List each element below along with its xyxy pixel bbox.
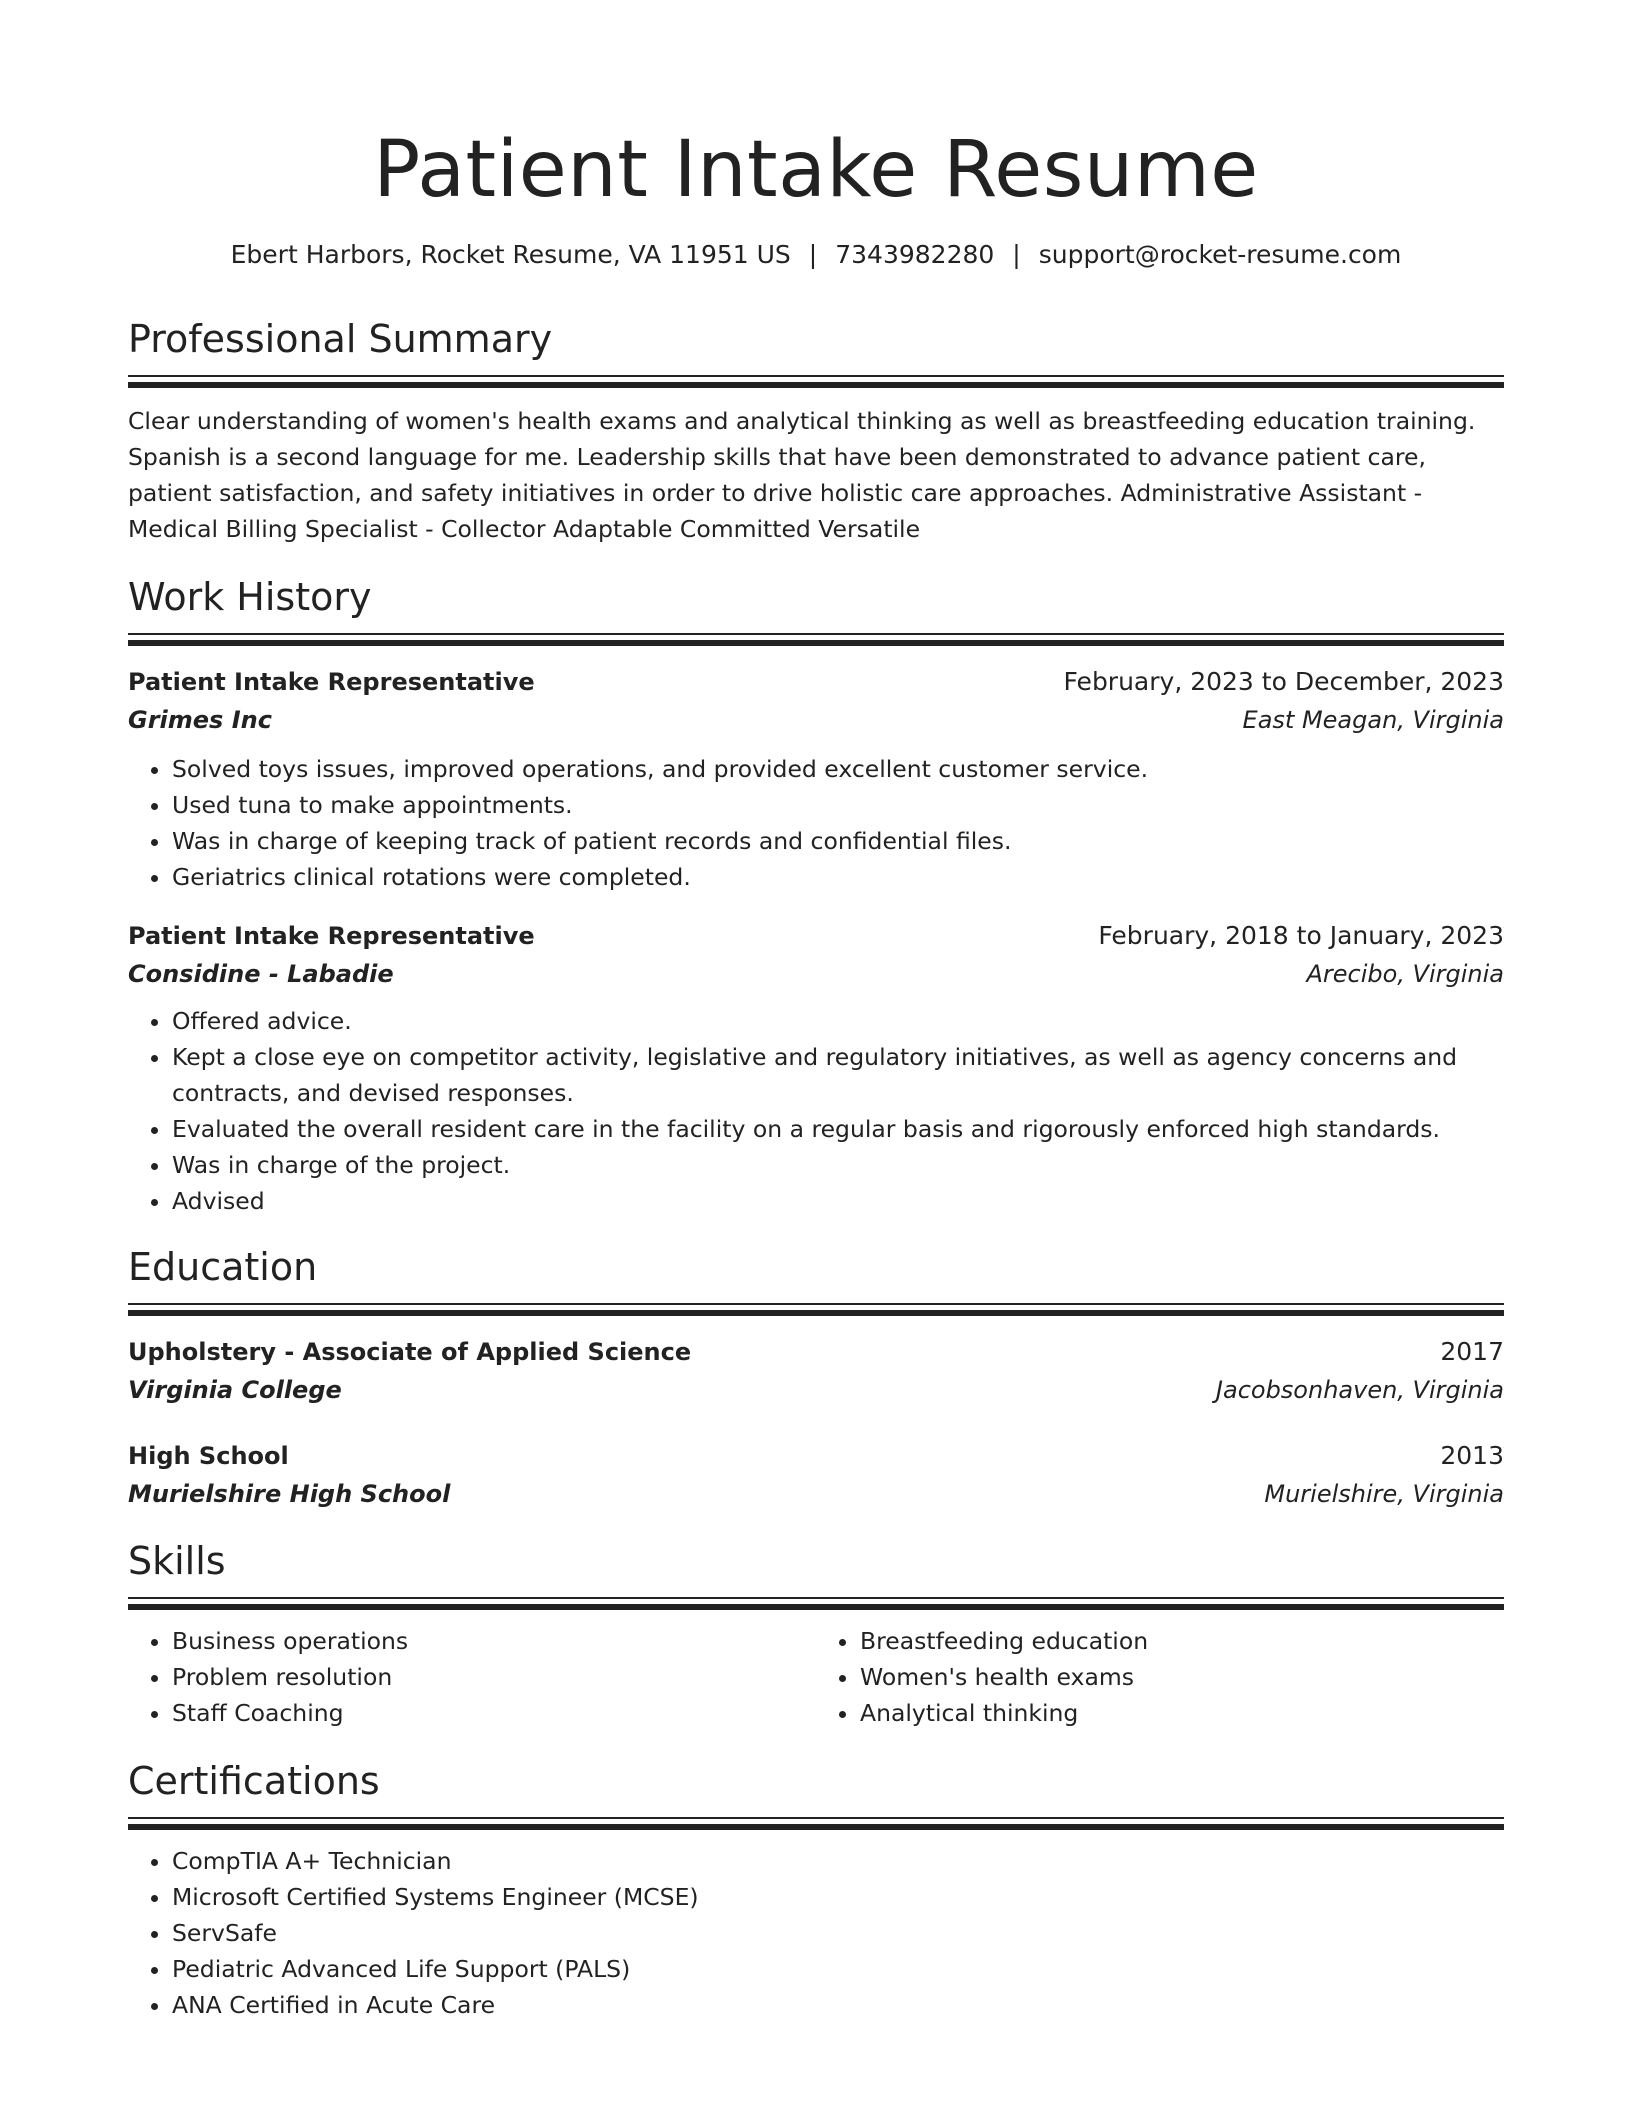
section-divider [128,1817,1504,1831]
resume-page [128,0,1504,2023]
job-dates: February, 2018 to January, 2023 [1098,921,1504,950]
job-bullets [128,1003,1504,1219]
skills-columns [128,1611,1504,1731]
skills-section [128,1537,1504,1731]
job-company: Grimes Inc [128,706,272,734]
certifications-section [128,1757,1504,2023]
section-heading: Professional Summary [128,317,553,361]
list-item: • Kept a close eye on competitor activity, legislative and regulatory initiatives, as well as agency concerns and contracts, and devised responses. [172,1039,1504,1111]
work-history-section [128,573,1504,1219]
certification-item: • ServSafe [172,1915,1504,1951]
certification-item: • Microsoft Certified Systems Engineer (MCSE) [172,1879,1504,1915]
list-item: • Offered advice. [172,1003,1504,1039]
section-heading: Certifications [128,1759,380,1803]
section-divider [128,1597,1504,1611]
education-school: Virginia College [128,1376,342,1404]
list-item: • Geriatrics clinical rotations were completed. [172,859,1504,895]
section-heading: Work History [128,575,372,619]
job-location: Arecibo, Virginia [1306,960,1504,988]
certification-item: • ANA Certified in Acute Care [172,1987,1504,2023]
list-item: • Advised [172,1183,1504,1219]
education-entry [128,1333,1504,1409]
skill-item: • Analytical thinking [860,1695,1504,1731]
certification-item: • Pediatric Advanced Life Support (PALS) [172,1951,1504,1987]
section-divider [128,633,1504,647]
certification-item: • CompTIA A+ Technician [172,1843,1504,1879]
summary-text: Clear understanding of women's health exams and analytical thinking as well as breastfeeding education training. Spanish is a second language for me. Leadership skills that have been demonstrated to advance patient care, patient satisfaction, and safety initiatives in order to drive holistic care approaches. Administrative Assistant - Medical Billing Specialist - Collector Adaptable Committed Versatile [128,407,1476,543]
contact-phone: 7343982280 [835,240,995,269]
resume-title: Patient Intake Resume [373,125,1259,215]
education-location: Jacobsonhaven, Virginia [1215,1376,1504,1404]
contact-separator: | [1012,240,1021,269]
skills-list-right [816,1623,1504,1731]
list-item: • Solved toys issues, improved operations, and provided excellent customer service. [172,751,1504,787]
education-location: Murielshire, Virginia [1264,1480,1504,1508]
skill-item: • Women's health exams [860,1659,1504,1695]
skill-item: • Problem resolution [172,1659,816,1695]
section-heading: Skills [128,1539,226,1583]
skill-item: • Staff Coaching [172,1695,816,1731]
section-divider [128,1303,1504,1317]
skill-item: • Breastfeeding education [860,1623,1504,1659]
job-dates: February, 2023 to December, 2023 [1063,667,1504,696]
education-entry [128,1437,1504,1513]
contact-address: Ebert Harbors, Rocket Resume, VA 11951 US [230,240,791,269]
list-item: • Used tuna to make appointments. [172,787,1504,823]
section-divider [128,375,1504,389]
job-entry [128,663,1504,895]
skills-list-left [128,1623,816,1731]
list-item: • Evaluated the overall resident care in the facility on a regular basis and rigorously enforced high standards. [172,1111,1504,1147]
education-year: 2017 [1440,1337,1504,1366]
summary-section [128,315,1504,547]
skill-item: • Business operations [172,1623,816,1659]
education-section [128,1243,1504,1513]
contact-line [128,238,1504,272]
list-item: • Was in charge of keeping track of patient records and confidential files. [172,823,1504,859]
contact-email: support@rocket-resume.com [1038,240,1402,269]
contact-separator: | [808,240,818,269]
certifications-list [128,1843,1504,2023]
education-school: Murielshire High School [128,1480,451,1508]
job-title: Patient Intake Representative [128,922,535,950]
education-degree: High School [128,1442,289,1470]
list-item: • Was in charge of the project. [172,1147,1504,1183]
job-title: Patient Intake Representative [128,668,535,696]
section-heading: Education [128,1245,318,1289]
job-location: East Meagan, Virginia [1242,706,1504,734]
education-degree: Upholstery - Associate of Applied Science [128,1338,692,1366]
job-bullets [128,751,1504,895]
education-year: 2013 [1440,1441,1504,1470]
job-entry [128,917,1504,1219]
job-company: Considine - Labadie [128,960,394,988]
